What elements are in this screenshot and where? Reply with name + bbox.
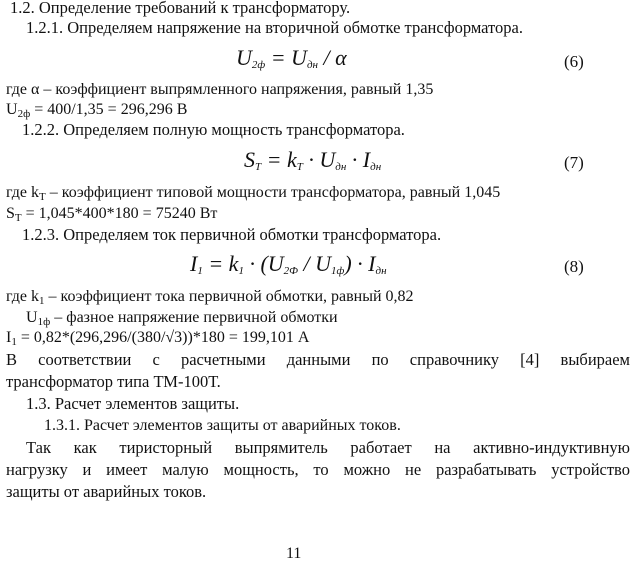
equation-number-7: (7): [564, 153, 584, 172]
section-1-2-2-heading: 1.2.2. Определяем полную мощность трансформатора.: [22, 120, 405, 139]
section-1-3-1-heading: 1.3.1. Расчет элементов защиты от аварийных токов.: [44, 417, 401, 434]
transformer-choice-line1: В соответствии с расчетными данными по справочнику [4] выбираем: [6, 350, 630, 369]
u1-note: $U_{1ф}$ – фазное напряжение первичной обмотки: [26, 309, 338, 328]
section-1-2-1-heading: 1.2.1. Определяем напряжение на вторичной обмотке трансформатора.: [26, 18, 523, 37]
k1-note: где $k_1$ – коэффициент тока первичной обмотки, равный 0,82: [6, 288, 414, 307]
formula-6: $U_{2ф} = U_{дн} / \alpha$: [236, 45, 347, 71]
protection-paragraph-line3: защиты от аварийных токов.: [6, 482, 207, 501]
kt-note: где $k_T$ – коэффициент типовой мощности трансформатора, равный 1,045: [6, 184, 501, 203]
protection-paragraph-line1: Так как тиристорный выпрямитель работает на активно-индуктивную: [26, 438, 630, 457]
section-1-2-heading: 1.2. Определение требований к трансформатору.: [10, 0, 351, 17]
section-1-3-heading: 1.3. Расчет элементов защиты.: [26, 394, 240, 413]
u2-calculation: $U_{2ф} = 400/1,35 = 296,296$ В: [6, 101, 188, 120]
transformer-choice-line2: трансформатор типа ТМ-100Т.: [6, 372, 221, 391]
formula-8: $I_1 = k_1 \cdot (U_{2Ф} / U_{1ф}) \cdot I_{дн}$: [190, 251, 387, 277]
protection-paragraph-line2: нагрузку и имеет малую мощность, то можно не разрабатывать устройство: [6, 460, 630, 479]
i1-calculation: $I_1 = 0,82*(296,296/(380/√3))*180 = 199,101$ А: [6, 329, 310, 348]
alpha-note: где α – коэффициент выпрямленного напряжения, равный 1,35: [6, 81, 434, 98]
st-calculation: $S_T = 1,045*400*180 = 75240$ Вт: [6, 205, 218, 224]
formula-7: $S_T = k_T \cdot U_{дн} \cdot I_{дн}$: [244, 147, 382, 173]
page-number: 11: [286, 545, 302, 562]
equation-number-8: (8): [564, 257, 584, 276]
equation-number-6: (6): [564, 52, 584, 71]
section-1-2-3-heading: 1.2.3. Определяем ток первичной обмотки трансформатора.: [22, 225, 442, 244]
